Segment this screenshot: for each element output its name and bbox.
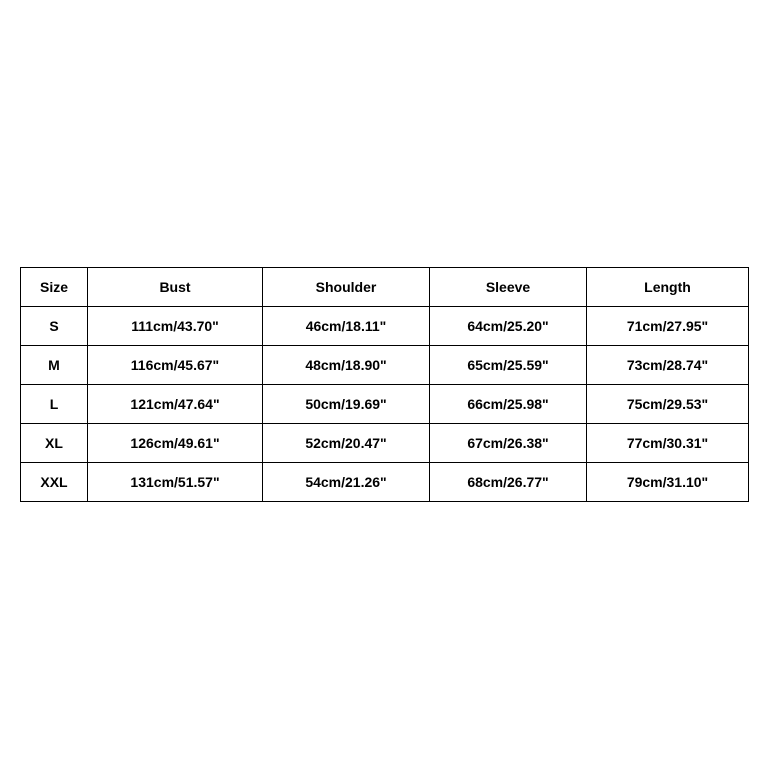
cell-bust: 111cm/43.70" <box>88 307 263 346</box>
cell-length: 73cm/28.74" <box>587 346 749 385</box>
cell-size: XXL <box>21 463 88 502</box>
column-header-length: Length <box>587 268 749 307</box>
cell-bust: 126cm/49.61" <box>88 424 263 463</box>
cell-sleeve: 64cm/25.20" <box>430 307 587 346</box>
cell-bust: 116cm/45.67" <box>88 346 263 385</box>
column-header-size: Size <box>21 268 88 307</box>
cell-length: 77cm/30.31" <box>587 424 749 463</box>
table-row <box>21 385 749 424</box>
size-chart-table <box>20 267 749 502</box>
cell-bust: 131cm/51.57" <box>88 463 263 502</box>
cell-size: L <box>21 385 88 424</box>
column-header-bust: Bust <box>88 268 263 307</box>
cell-sleeve: 68cm/26.77" <box>430 463 587 502</box>
table-header-row <box>21 268 749 307</box>
table-row <box>21 307 749 346</box>
cell-size: S <box>21 307 88 346</box>
cell-sleeve: 67cm/26.38" <box>430 424 587 463</box>
cell-length: 71cm/27.95" <box>587 307 749 346</box>
size-chart-container <box>20 267 748 502</box>
column-header-shoulder: Shoulder <box>263 268 430 307</box>
cell-bust: 121cm/47.64" <box>88 385 263 424</box>
cell-length: 75cm/29.53" <box>587 385 749 424</box>
cell-shoulder: 46cm/18.11" <box>263 307 430 346</box>
column-header-sleeve: Sleeve <box>430 268 587 307</box>
cell-sleeve: 65cm/25.59" <box>430 346 587 385</box>
table-row <box>21 346 749 385</box>
cell-length: 79cm/31.10" <box>587 463 749 502</box>
cell-shoulder: 52cm/20.47" <box>263 424 430 463</box>
cell-size: XL <box>21 424 88 463</box>
table-row <box>21 463 749 502</box>
cell-shoulder: 48cm/18.90" <box>263 346 430 385</box>
cell-sleeve: 66cm/25.98" <box>430 385 587 424</box>
cell-shoulder: 50cm/19.69" <box>263 385 430 424</box>
cell-shoulder: 54cm/21.26" <box>263 463 430 502</box>
table-row <box>21 424 749 463</box>
cell-size: M <box>21 346 88 385</box>
